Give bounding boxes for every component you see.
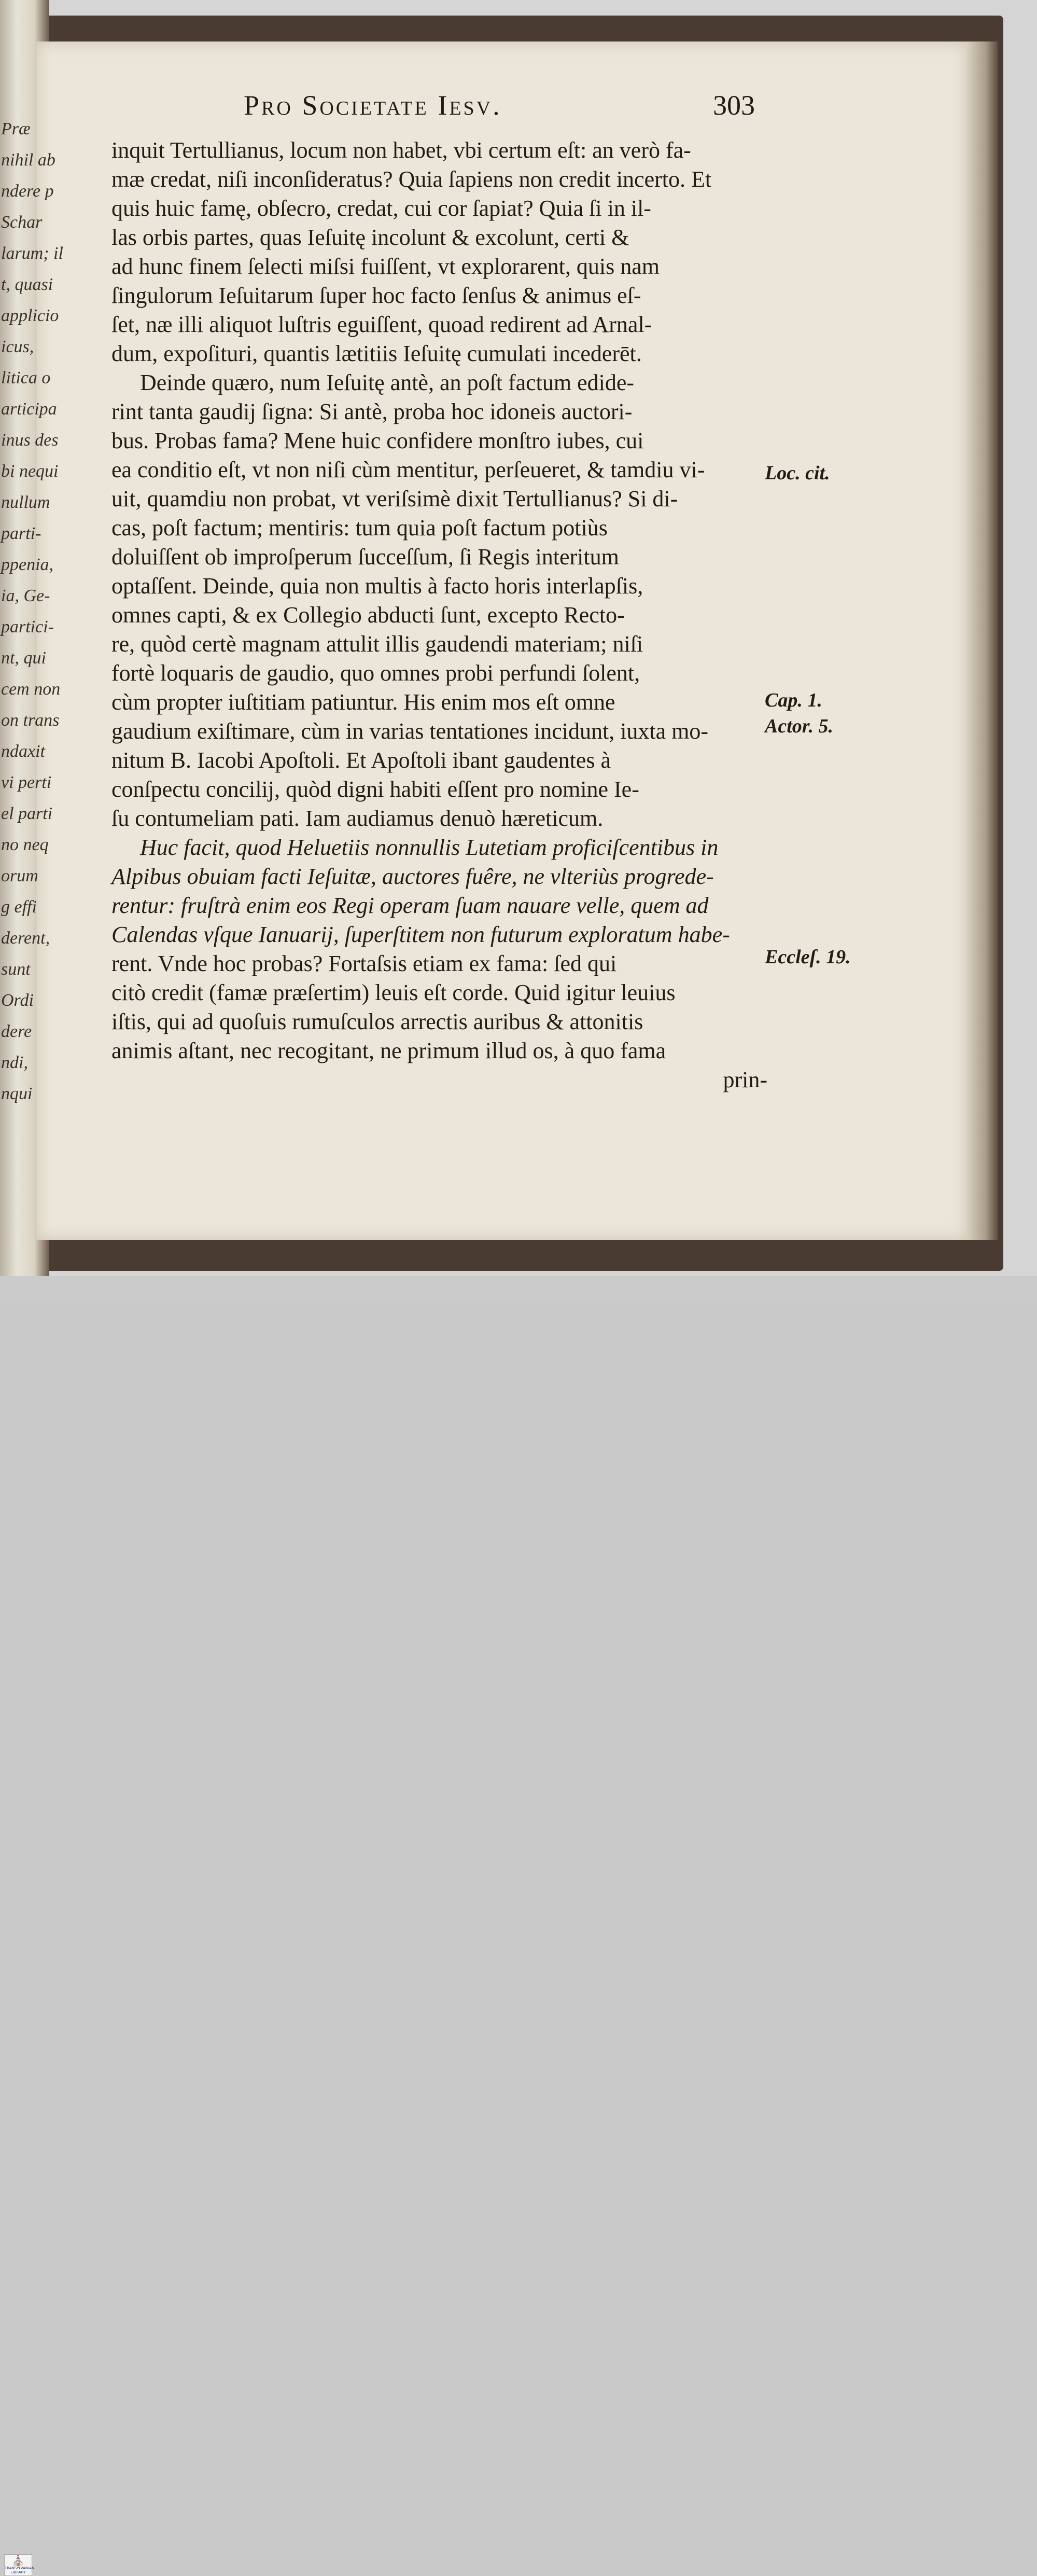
text-line: gaudium exiſtimare, cùm in varias tentationes incidunt, iuxta mo- <box>111 718 709 744</box>
left-page-fragment-line: el parti <box>1 804 53 823</box>
text-line: las orbis partes, quas Ieſuitę incolunt & excolunt, certi & <box>111 225 629 250</box>
marginal-note: Actor. 5. <box>765 715 833 737</box>
left-page-fragment-line: cem non <box>1 680 61 699</box>
viewer-footer <box>0 1276 1037 2574</box>
left-page-fragment-line: nihil ab <box>1 150 55 170</box>
text-line: omnes capti, & ex Collegio abducti ſunt, excepto Recto- <box>111 602 625 628</box>
text-line: ſet, næ illi aliquot luſtris eguiſſent, quoad redirent ad Arnal- <box>111 312 652 337</box>
text-line: conſpectu concilij, quòd digni habiti eſſent pro nomine Ie- <box>111 777 639 802</box>
running-title: Pro Societate Iesv. <box>244 90 502 121</box>
marginal-note: Loc. cit. <box>765 462 830 484</box>
text-line: mæ credat, niſi inconſideratus? Quia ſapiens non credit incerto. Et <box>111 167 712 192</box>
text-line: Huc facit, quod Heluetiis nonnullis Lutetiam proficiſcentibus in <box>140 835 719 860</box>
left-page-fragment-line: Schar <box>1 213 43 232</box>
left-page-fragment-line: nt, qui <box>1 648 46 668</box>
text-line: rentur: fruſtrà enim eos Regi operam ſuam nauare velle, quem ad <box>111 893 709 918</box>
left-page-fragment-line: litica o <box>1 368 51 387</box>
text-line: dum, expoſituri, quantis lætitiis Ieſuitę cumulati incederēt. <box>111 341 642 366</box>
left-page-fragment-line: t, quasi <box>1 275 53 294</box>
text-line: Alpibus obuiam facti Ieſuitæ, auctores fuêre, ne vlteriùs progrede- <box>111 864 714 889</box>
left-page-fragment <box>0 119 63 1146</box>
left-page-fragment-line: ndere p <box>1 182 54 201</box>
text-line: Deinde quæro, num Ieſuitę antè, an poſt factum edide- <box>140 370 635 395</box>
text-line: doluiſſent ob improſperum ſucceſſum, ſi Regis interitum <box>111 544 619 570</box>
left-page-fragment-line: Ordi <box>1 991 34 1010</box>
left-page-fragment-line: bi nequi <box>1 462 59 481</box>
left-page-fragment-line: dere <box>1 1022 32 1041</box>
left-page-fragment-line: Præ <box>1 119 31 139</box>
text-line: bus. Probas fama? Mene huic confidere monſtro iubes, cui <box>111 428 644 453</box>
left-page-fragment-line: derent, <box>1 929 50 948</box>
left-page-fragment-line: nullum <box>1 493 50 512</box>
text-line: nitum B. Iacobi Apoſtoli. Et Apoſtoli ibant gaudentes à <box>111 747 611 773</box>
text-line: quis huic famę, obſecro, credat, cui cor ſapiat? Quia ſi in il- <box>111 196 651 221</box>
left-page-fragment-line: ndaxit <box>1 742 45 761</box>
body-text <box>111 136 770 1095</box>
library-logo[interactable] <box>4 2554 35 2576</box>
text-line: citò credit (famæ præſertim) leuis eſt corde. Quid igitur leuius <box>111 980 676 1005</box>
text-line: animis aſtant, nec recogitant, ne primum illud os, à quo fama <box>111 1038 666 1063</box>
text-line: ad hunc finem ſelecti miſsi fuiſſent, vt explorarent, quis nam <box>111 254 660 279</box>
text-line: rint tanta gaudij ſigna: Si antè, proba hoc idoneis auctori- <box>111 399 633 424</box>
text-line: ſu contumeliam pati. Iam audiamus denuò hæreticum. <box>111 806 604 831</box>
left-page-fragment-line: vi perti <box>1 773 52 792</box>
page-header <box>244 89 762 126</box>
text-line: cas, poſt factum; mentiris: tum quia poſt factum potiùs <box>111 515 608 541</box>
page-number: 303 <box>713 90 755 121</box>
left-page-fragment-line: parti- <box>1 524 41 543</box>
marginal-note: Cap. 1. <box>765 689 822 711</box>
left-page-fragment-line: icus, <box>1 337 34 356</box>
right-page-edge <box>967 41 998 1240</box>
left-page-fragment-line: orum <box>1 866 38 885</box>
left-page-fragment-line: ia, Ge- <box>1 586 50 605</box>
left-page-fragment-line: inus des <box>1 431 59 450</box>
left-page-fragment-line: no neq <box>1 835 49 854</box>
text-line: ſingulorum Ieſuitarum ſuper hoc facto ſenſus & animus eſ- <box>111 283 641 308</box>
text-line: inquit Tertullianus, locum non habet, vbi certum eſt: an verò fa- <box>111 137 691 163</box>
left-page-fragment-line: articipa <box>1 399 57 419</box>
text-line: fortè loquaris de gaudio, quo omnes probi perfundi ſolent, <box>111 660 640 686</box>
text-line: Calendas vſque Ianuarij, ſuperſtitem non futurum exploratum habe- <box>111 922 730 947</box>
text-line: iſtis, qui ad quoſuis rumuſculos arrectis auribus & attonitis <box>111 1009 643 1034</box>
left-page-fragment-line: g effi <box>1 897 37 917</box>
text-line: re, quòd certè magnam attulit illis gaudendi materiam; niſi <box>111 631 643 657</box>
library-logo-icon: ⛪ <box>11 2554 25 2567</box>
left-page-fragment-line: partici- <box>1 617 54 636</box>
text-line: prin- <box>723 1067 767 1092</box>
left-page-fragment-line: larum; il <box>1 244 63 263</box>
left-page-fragment-line: sunt <box>1 960 31 979</box>
text-line: uit, quamdiu non probat, vt veriſsimè dixit Tertullianus? Si di- <box>111 486 678 511</box>
text-line: cùm propter iuſtitiam patiuntur. His enim mos eſt omne <box>111 689 615 715</box>
left-page-fragment-line: ndi, <box>1 1053 28 1072</box>
library-logo-text: TRANSYLVANIAN LIBRARY <box>5 2566 35 2574</box>
left-page-fragment-line: applicio <box>1 306 59 325</box>
left-page-fragment-line: on trans <box>1 711 60 730</box>
marginal-note: Eccleſ. 19. <box>765 946 851 968</box>
text-line: rent. Vnde hoc probas? Fortaſsis etiam ex fama: ſed qui <box>111 951 617 976</box>
text-line: ea conditio eſt, vt non niſi cùm mentitur, perſeueret, & tamdiu vi- <box>111 457 705 482</box>
left-page-fragment-line: nqui <box>1 1084 33 1103</box>
scan-background <box>0 0 1037 1276</box>
left-page-fragment-line: ppenia, <box>1 555 54 574</box>
text-line: optaſſent. Deinde, quia non multis à facto horis interlapſis, <box>111 573 643 599</box>
